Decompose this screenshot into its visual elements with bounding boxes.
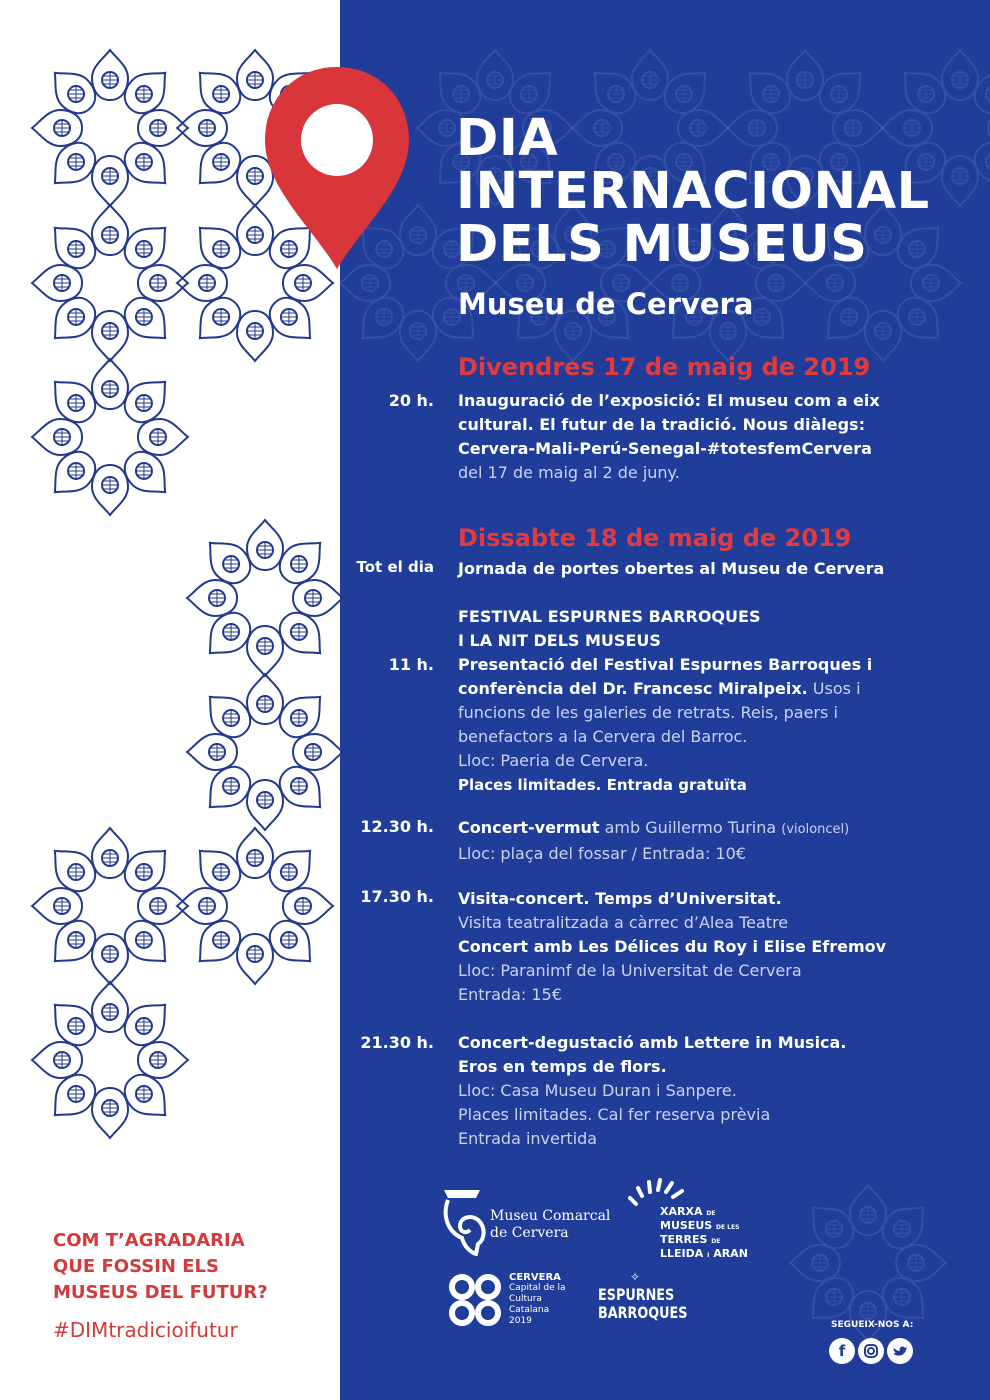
event-line: Jornada de portes obertes al Museu de Cervera — [458, 559, 885, 578]
flower-motif — [187, 520, 343, 676]
facebook-icon[interactable]: f — [829, 1338, 855, 1364]
event-description — [458, 557, 958, 581]
museu-comarcal-emblem-icon — [440, 1186, 490, 1256]
flower-motif — [177, 828, 333, 984]
event-line: Visita teatralitzada a càrrec d’Alea Teatre — [458, 913, 789, 932]
event-line: benefactors a la Cervera del Barroc. — [458, 727, 748, 746]
festival-block — [458, 605, 958, 797]
xarxa-word: XARXA — [660, 1205, 703, 1218]
event-line: Lloc: Paranimf de la Universitat de Cervera — [458, 961, 802, 980]
event-description — [458, 887, 958, 1007]
title-line: INTERNACIONAL — [456, 162, 930, 221]
xarxa-small: DE — [706, 1210, 716, 1217]
xarxa-small: DE — [711, 1238, 721, 1245]
future-question — [53, 1228, 268, 1306]
question-line: QUE FOSSIN ELS — [53, 1256, 219, 1277]
event-line: Cervera-Mali-Perú-Senegal-#totesfemCervera — [458, 439, 872, 458]
festival-heading: FESTIVAL ESPURNES BARROQUES — [458, 607, 761, 626]
event-line: Concert amb Les Délices du Roy i Elise Efremov — [458, 937, 887, 956]
event-line — [458, 677, 958, 701]
event-line: del 17 de maig al 2 de juny. — [458, 463, 680, 482]
twitter-icon[interactable] — [887, 1338, 913, 1364]
xarxa-word: TERRES — [660, 1233, 708, 1246]
xarxa-word: MUSEUS — [660, 1219, 713, 1232]
event-text-bold: conferència del Dr. Francesc Miralpeix. — [458, 679, 808, 698]
xarxa-word: ARAN — [713, 1247, 748, 1260]
spark-icon: ✧ — [630, 1270, 641, 1284]
flower-motif — [32, 982, 188, 1138]
event-description — [458, 816, 958, 866]
event-line: Lloc: Paeria de Cervera. — [458, 751, 649, 770]
day2-heading: Dissabte 18 de maig de 2019 — [458, 524, 852, 552]
xarxa-small: DE LES — [716, 1224, 740, 1231]
logo-text-line: BARROQUES — [598, 1303, 688, 1322]
event-line: funcions de les galeries de retrats. Reis, paers i — [458, 703, 838, 722]
question-line: MUSEUS DEL FUTUR? — [53, 1282, 268, 1303]
museum-name: Museu de Cervera — [458, 287, 754, 321]
logo-text-line: de Cervera — [490, 1225, 569, 1241]
social-label: SEGUEIX-NOS A: — [831, 1320, 914, 1330]
event-line: Eros en temps de flors. — [458, 1057, 667, 1076]
flower-motif — [32, 50, 188, 206]
cervera-knot-icon — [447, 1272, 503, 1328]
xarxa-small: I — [707, 1252, 710, 1259]
event-time: 20 h. — [388, 391, 434, 410]
event-line: Presentació del Festival Espurnes Barroques i — [458, 655, 873, 674]
title-line: DIA — [456, 109, 559, 168]
event-line: Lloc: plaça del fossar / Entrada: 10€ — [458, 844, 746, 863]
flower-motif — [32, 359, 188, 515]
event-line: Inauguració de l’exposició: El museu com a eix — [458, 391, 880, 410]
logo-text-line: CERVERA — [509, 1272, 561, 1283]
event-text-small: (violoncel) — [781, 822, 850, 837]
event-time: 11 h. — [388, 655, 434, 674]
logo-text-line: 2019 — [509, 1316, 532, 1326]
event-line: Concert-degustació amb Lettere in Musica. — [458, 1033, 847, 1052]
flower-motif — [32, 205, 188, 361]
event-description — [458, 389, 958, 485]
festival-heading: I LA NIT DELS MUSEUS — [458, 631, 661, 650]
logo-text-line: ESPURNES — [598, 1285, 675, 1304]
event-text-light: Usos i — [807, 679, 861, 698]
logo-text-line: Cultura — [509, 1294, 542, 1304]
instagram-icon[interactable] — [858, 1338, 884, 1364]
event-text-bold: Concert-vermut — [458, 818, 600, 837]
event-line: Entrada: 15€ — [458, 985, 562, 1004]
logo-text-line: Capital de la — [509, 1283, 566, 1293]
event-line: Visita-concert. Temps d’Universitat. — [458, 889, 782, 908]
event-text-light: amb Guillermo Turina — [599, 818, 782, 837]
hashtag: #DIMtradicioifutur — [53, 1318, 238, 1342]
page-title — [456, 109, 930, 274]
event-time: Tot el dia — [356, 558, 434, 576]
event-line: Places limitades. Cal fer reserva prèvia — [458, 1105, 771, 1124]
event-time: 12.30 h. — [360, 817, 434, 836]
xarxa-word: LLEIDA — [660, 1247, 704, 1260]
event-line: Places limitades. Entrada gratuïta — [458, 776, 747, 794]
event-time: 17.30 h. — [360, 887, 434, 906]
day1-heading: Divendres 17 de maig de 2019 — [458, 353, 871, 381]
flower-motif — [790, 1185, 946, 1341]
flower-motif — [187, 674, 343, 830]
question-line: COM T’AGRADARIA — [53, 1230, 245, 1251]
event-line — [458, 816, 958, 842]
flower-motif — [32, 828, 188, 984]
event-line: Lloc: Casa Museu Duran i Sanpere. — [458, 1081, 737, 1100]
title-line: DELS MUSEUS — [456, 215, 868, 274]
event-description — [458, 1031, 958, 1151]
logo-text-line: Museu Comarcal — [490, 1208, 611, 1224]
location-pin-icon — [262, 62, 412, 272]
event-line: cultural. El futur de la tradició. Nous diàlegs: — [458, 415, 865, 434]
event-time: 21.30 h. — [360, 1033, 434, 1052]
event-line: Entrada invertida — [458, 1129, 598, 1148]
logo-text-line: Catalana — [509, 1305, 550, 1315]
